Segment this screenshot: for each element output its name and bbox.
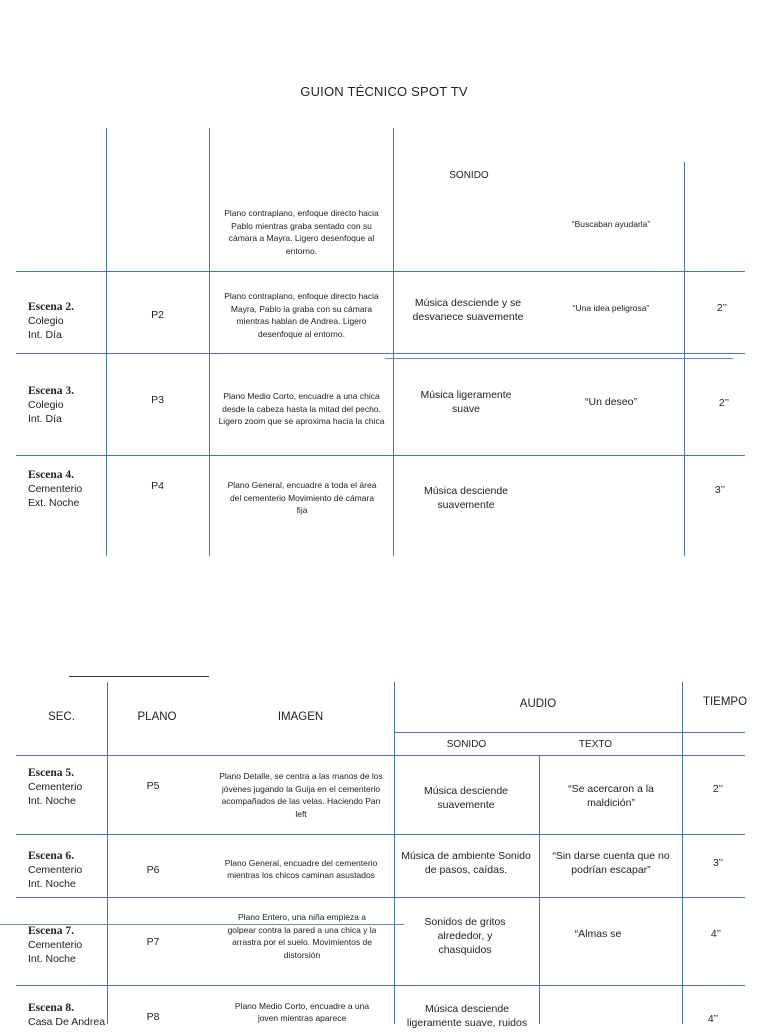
table1-hline [16,271,745,272]
table2-header-imagen: IMAGEN [277,711,324,723]
scene-place: Colegio [28,399,64,411]
table1-row-imagen: Plano General, encuadre a toda el área del cementerio Movimiento de cámara fija [227,480,377,516]
table1-row-sonido: Música desciende y se desvanece suavemente [412,297,524,323]
table1-vline [393,128,394,556]
table2-row-texto: “Se acercaron a la maldición” [568,783,654,809]
table1-row-texto [545,482,677,498]
table1-row-plano: P2 [151,309,164,321]
table1-row-imagen: Plano contraplano, enfoque directo hacia Mayra, Pablo la graba con su cámara mientras hablan de Andrea. Ligero desenfoque al entorno. [224,291,379,339]
separator-line [69,676,209,677]
table1-row-sonido: Música ligeramente suave [420,389,512,415]
table2-row-sec [28,766,82,808]
document-title: GUION TÉCNICO SPOT TV [300,84,468,99]
table2-hline [16,897,745,898]
table1-row-tiempo: 3’’ [714,484,726,496]
scene-time: Ext. Noche [28,497,80,509]
table2-row-sonido: Música desciende ligeramente suave, ruidos [406,1003,528,1029]
table2-vline [107,682,108,1024]
scene-name: Escena 4. [28,469,74,481]
table2-row-plano: P6 [146,864,160,876]
scene-name: Escena 2. [28,301,74,313]
table2-row-plano: P7 [146,936,160,948]
table1-hline [16,455,745,456]
table2-row-sec [28,849,82,891]
scene-time: Int. Día [28,413,62,425]
table2-header-tiempo: TIEMPO [702,696,748,708]
table1-row-imagen: Plano Medio Corto, encuadre a una chica desde la cabeza hasta la mitad del pecho. Ligero zoom que se aproxima hacia la chica [218,391,385,427]
table1-row-tiempo: 2’’ [718,397,730,409]
scene-place: Cementerio [28,864,83,876]
table2-hline [394,732,745,733]
table2-row-sec [28,1001,105,1029]
table1-row-sonido: Música desciende suavemente [423,485,509,511]
table2-row-imagen: Plano General, encuadre del cementerio mientras los chicos caminan asustados [224,857,378,880]
table2-vline [682,682,683,1024]
table1-hline [385,358,733,359]
table2-row-sonido: Música de ambiente Sonido de pasos, caídas. [401,850,531,876]
table2-header-audio: AUDIO [519,698,557,710]
table2-row-imagen: Plano Medio Corto, encuadre a una joven mientras aparece [234,1000,370,1023]
table1-top-texto: “Buscaban ayudarla” [571,218,651,229]
scene-name: Escena 5. [28,767,74,779]
table2-row-tiempo: 2’’ [712,783,724,795]
table2-row-imagen: Plano Detalle, se centra a las manos de los jóvenes jugando la Guija en el cementerio acompañados de las velas. Haciendo Pan left [219,771,383,819]
table2-header-sec: SEC. [48,711,75,723]
table2-header-sonido: SONIDO [446,738,487,750]
table1-row-plano: P4 [151,480,164,492]
table2-row-texto [548,1004,674,1020]
table1-vline [684,162,685,556]
table2-row-imagen: Plano Entero, una niña empieza a golpear contra la pared a una chica y la arrastra por el suelo. Movimientos de distorsión [227,912,377,960]
table2-hline [16,985,745,986]
table2-row-plano: P8 [146,1011,160,1023]
table1-top-imagen: Plano contraplano, enfoque directo hacia Pablo mientras graba sentado con su cámara a Mayra. Ligero desenfoque al entorno. [224,208,379,256]
table2-row-plano: P5 [146,780,160,792]
table2-vline [539,755,540,1024]
table2-header-plano: PLANO [137,711,177,723]
table2-header-texto: TEXTO [578,738,613,750]
table1-row-sec [28,384,74,426]
scene-time: Int. Noche [28,953,76,965]
table1-row-texto: “Una idea peligrosa” [572,302,650,313]
table2-hline [16,834,745,835]
scene-name: Escena 7. [28,925,74,937]
table2-row-sonido: Música desciende suavemente [423,785,509,811]
table2-row-sonido: Sonidos de gritos alrededor, y chasquidos [424,916,506,956]
scene-name: Escena 8. [28,1002,74,1014]
scene-place: Colegio [28,315,64,327]
table2-row-texto: “Almas se [574,928,622,940]
table2-row-tiempo: 3’’ [712,857,724,869]
scene-time: Int. Día [28,329,62,341]
scene-time: Int. Noche [28,878,76,890]
table2-row-texto: “Sin darse cuenta que no podrían escapar” [552,850,670,876]
scene-place: Cementerio [28,781,83,793]
table1-hline [16,353,745,354]
table1-vline [209,128,210,556]
scene-place: Casa De Andrea [28,1016,106,1028]
scene-place: Cementerio [28,483,83,495]
table1-row-sec [28,300,74,342]
scene-name: Escena 6. [28,850,74,862]
table2-row-tiempo: 4’’ [707,1013,719,1025]
table1-header-sonido: SONIDO [449,169,489,181]
table1-row-texto: “Un deseo” [585,396,637,408]
scene-place: Cementerio [28,939,83,951]
table2-hline [16,755,745,756]
table1-row-tiempo: 2’’ [716,302,728,314]
table1-row-plano: P3 [151,394,164,406]
table2-row-sec [28,924,82,966]
table2-row-tiempo: 4’’ [710,928,722,940]
scene-name: Escena 3. [28,385,74,397]
table1-row-sec [28,468,82,510]
scene-time: Int. Noche [28,795,76,807]
table2-vline [394,682,395,1024]
